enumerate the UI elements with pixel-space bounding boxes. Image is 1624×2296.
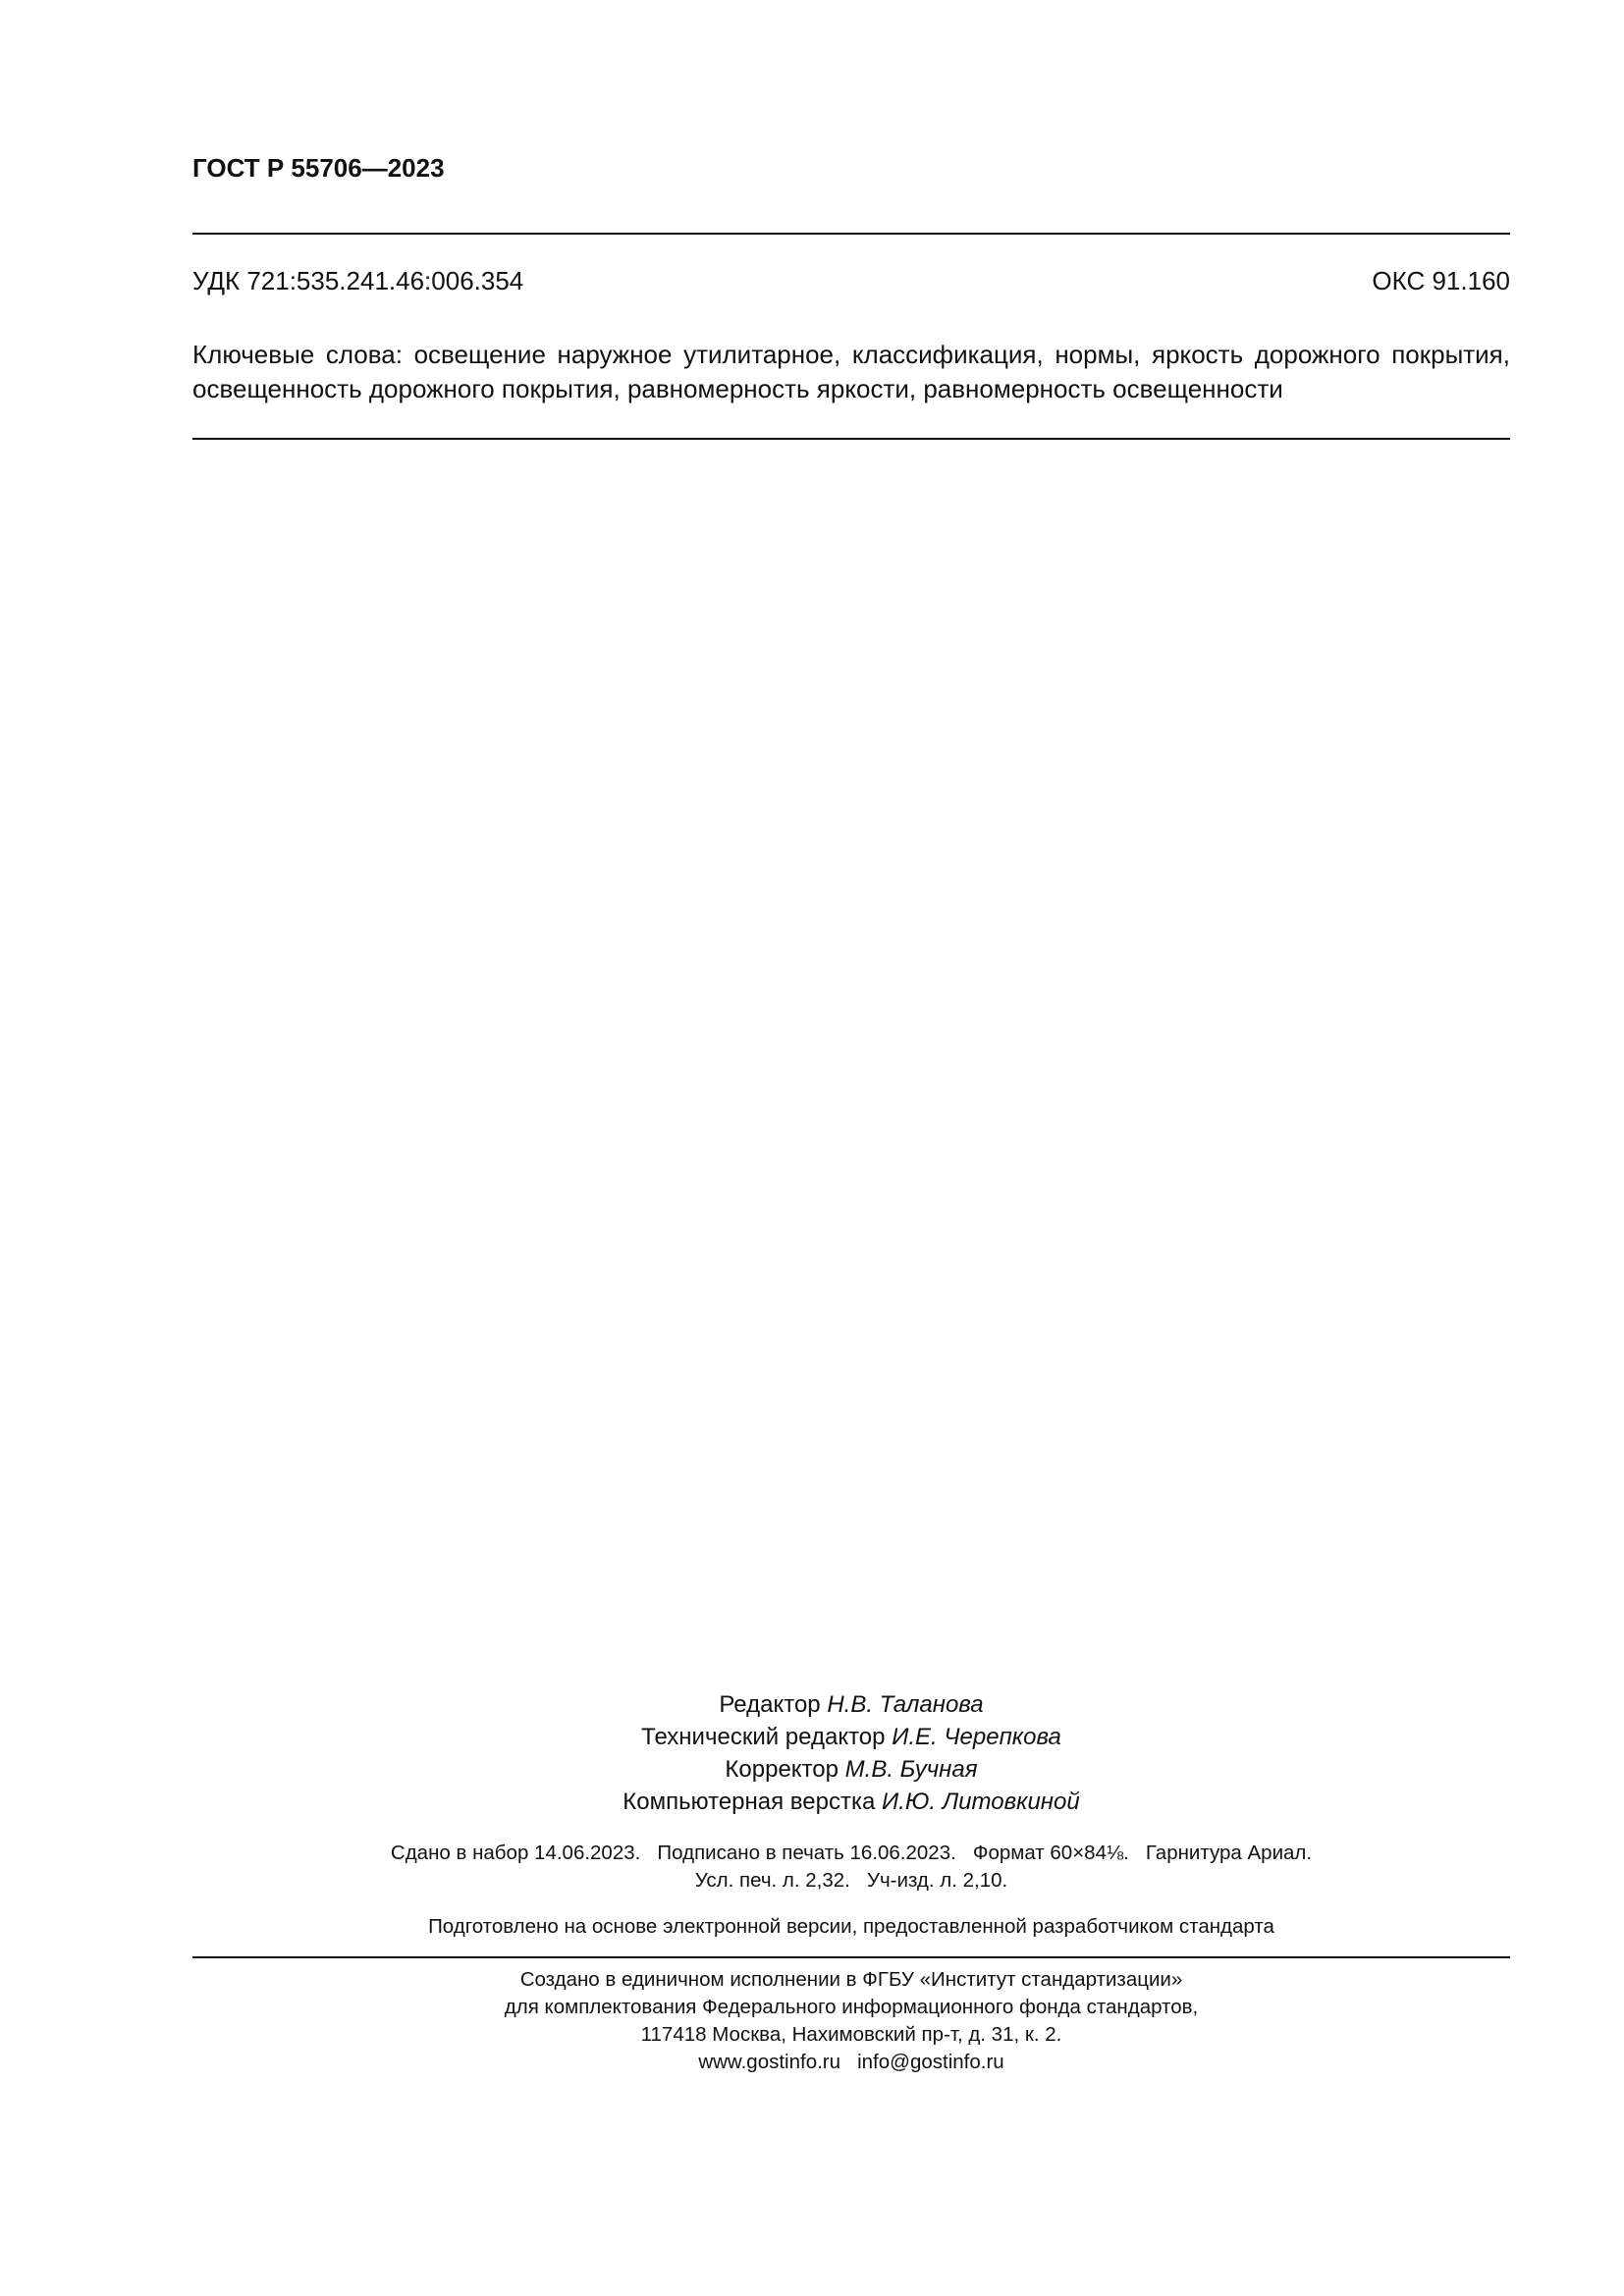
credit-name: И.Ю. Литовкиной bbox=[882, 1789, 1080, 1815]
credit-name: И.Е. Черепкова bbox=[892, 1724, 1061, 1750]
publisher-line-2: для комплектования Федерального информационного фонда стандартов, bbox=[504, 1996, 1199, 2018]
credits-block bbox=[192, 1688, 1510, 1818]
document-id: ГОСТ Р 55706—2023 bbox=[192, 153, 445, 183]
credit-role: Технический редактор bbox=[641, 1724, 886, 1750]
keywords-divider bbox=[192, 438, 1510, 440]
credit-editor bbox=[192, 1688, 1510, 1721]
imprint-line-1: Сдано в набор 14.06.2023. Подписано в печать 16.06.2023. Формат 60×84⅛. Гарнитура Ариал. bbox=[390, 1842, 1313, 1864]
credit-name: Н.В. Таланова bbox=[827, 1691, 984, 1718]
credit-proofreader bbox=[192, 1753, 1510, 1786]
credit-role: Корректор bbox=[725, 1756, 839, 1783]
credit-tech-editor bbox=[192, 1721, 1510, 1753]
oks-code: ОКС 91.160 bbox=[1372, 266, 1510, 295]
publisher-divider bbox=[192, 1956, 1510, 1958]
publisher-line-4: www.gostinfo.ru info@gostinfo.ru bbox=[698, 2051, 1004, 2073]
imprint-line-2: Усл. печ. л. 2,32. Уч-изд. л. 2,10. bbox=[694, 1869, 1008, 1892]
prepared-note: Подготовлено на основе электронной версии, предоставленной разработчиком стандарта bbox=[428, 1915, 1274, 1938]
publisher-line-3: 117418 Москва, Нахимовский пр-т, д. 31, к. 2. bbox=[640, 2023, 1062, 2046]
top-divider bbox=[192, 233, 1510, 235]
credit-role: Редактор bbox=[719, 1691, 821, 1718]
publisher-line-1: Создано в единичном исполнении в ФГБУ «Институт стандартизации» bbox=[519, 1968, 1183, 1991]
credit-layout bbox=[192, 1786, 1510, 1818]
udk-code: УДК 721:535.241.46:006.354 bbox=[192, 266, 524, 295]
keywords-paragraph: Ключевые слова: освещение наружное утилитарное, классификация, нормы, яркость дорожного покрытия, освещенность дорожного покрытия, равномерность яркости, равномерность освещенности bbox=[192, 340, 1510, 403]
credit-name: М.В. Бучная bbox=[844, 1756, 978, 1783]
credit-role: Компьютерная верстка bbox=[623, 1789, 876, 1815]
